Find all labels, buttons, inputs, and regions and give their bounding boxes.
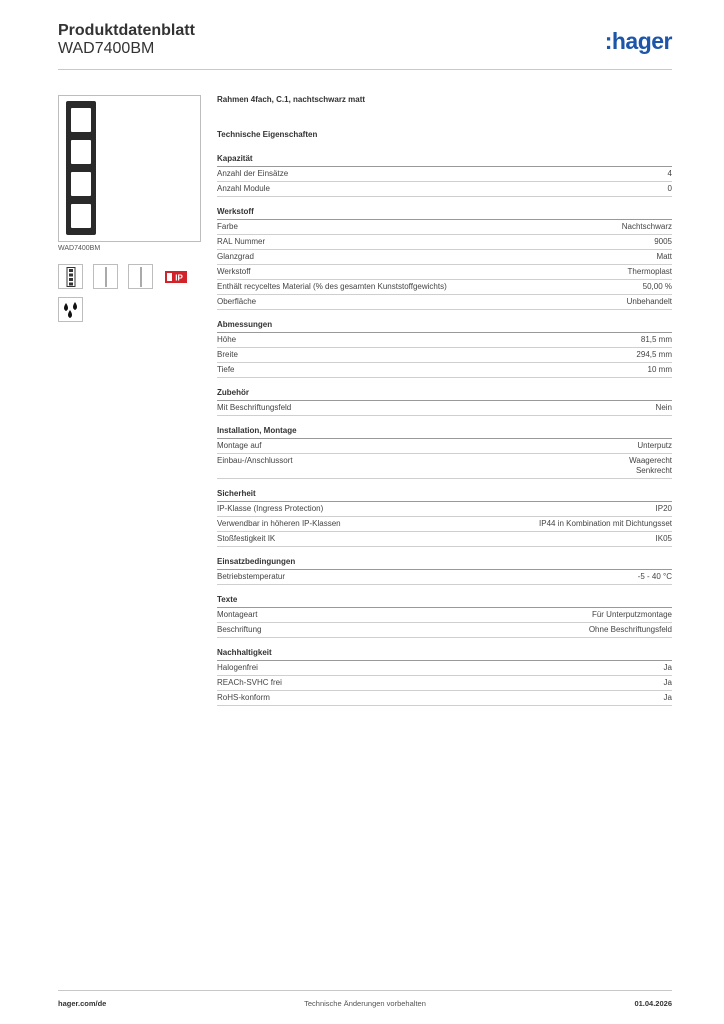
property-label: Anzahl der Einsätze	[217, 169, 289, 178]
property-row	[217, 676, 672, 691]
property-label: Enthält recyceltes Material (% des gesamten Kunststoffgewichts)	[217, 282, 447, 291]
page-header	[58, 22, 672, 70]
property-row	[217, 220, 672, 235]
property-value-line: Ohne Beschriftungsfeld	[588, 625, 672, 634]
property-label: Höhe	[217, 335, 237, 344]
property-label: Montageart	[217, 610, 258, 619]
property-value	[539, 519, 672, 529]
product-image-caption: WAD7400BM	[58, 245, 101, 252]
property-row	[217, 502, 672, 517]
footer-website-link[interactable]: hager.com/de	[58, 999, 107, 1008]
product-number: WAD7400BM	[58, 40, 155, 57]
property-row	[217, 623, 672, 638]
property-value-line: Ja	[663, 693, 672, 702]
property-row	[217, 691, 672, 706]
property-value-line: 9005	[654, 237, 672, 246]
property-label: Mit Beschriftungsfeld	[217, 403, 292, 412]
section-title: Abmessungen	[217, 320, 672, 333]
property-value	[592, 610, 672, 620]
property-value-line: Waagerecht	[629, 456, 672, 465]
property-value	[622, 222, 672, 232]
property-row	[217, 454, 672, 479]
property-label: Tiefe	[217, 365, 235, 374]
property-value	[664, 693, 672, 703]
property-value	[627, 297, 672, 307]
property-value-line: 81,5 mm	[640, 335, 672, 344]
property-value	[636, 350, 672, 360]
property-label: Einbau-/Anschlussort	[217, 456, 293, 465]
property-label: Oberfläche	[217, 297, 257, 306]
section-title: Werkstoff	[217, 207, 672, 220]
property-value-line: Senkrecht	[635, 466, 672, 475]
property-row	[217, 570, 672, 585]
property-value	[656, 534, 672, 544]
property-label: Anzahl Module	[217, 184, 270, 193]
property-label: RoHS-konform	[217, 693, 270, 702]
property-label: Glanzgrad	[217, 252, 254, 261]
technical-properties-title: Technische Eigenschaften	[217, 130, 318, 139]
frame-4fach-image	[66, 101, 96, 235]
section-title: Kapazität	[217, 154, 672, 167]
property-row	[217, 333, 672, 348]
property-label: Beschriftung	[217, 625, 262, 634]
page-footer	[58, 990, 672, 1012]
property-value-line: Matt	[656, 252, 672, 261]
property-value	[654, 237, 672, 247]
property-value-line: Ja	[663, 678, 672, 687]
property-label: RAL Nummer	[217, 237, 266, 246]
property-label: REACh-SVHC frei	[217, 678, 282, 687]
property-value	[656, 504, 672, 514]
svg-text:IP: IP	[174, 273, 183, 282]
property-label: Stoßfestigkeit IK	[217, 534, 276, 543]
property-label: Verwendbar in höheren IP-Klassen	[217, 519, 341, 528]
property-value-line: 50,00 %	[642, 282, 672, 291]
property-value	[668, 169, 672, 179]
frame-4fach-icon	[58, 264, 83, 289]
property-value	[664, 678, 672, 688]
property-value	[637, 441, 672, 451]
property-section	[217, 426, 672, 479]
property-row	[217, 250, 672, 265]
property-label: Breite	[217, 350, 238, 359]
vertical-line-icon	[93, 264, 118, 289]
property-value-line: Thermoplast	[627, 267, 672, 276]
property-section	[217, 320, 672, 378]
property-value-line: Unterputz	[637, 441, 672, 450]
property-value	[643, 282, 672, 292]
water-drops-icon	[58, 297, 83, 322]
feature-icons	[58, 264, 201, 289]
property-value-line: -5 - 40 °C	[637, 572, 672, 581]
property-row	[217, 295, 672, 310]
property-value	[641, 335, 672, 345]
product-description: Rahmen 4fach, C.1, nachtschwarz matt	[217, 95, 366, 104]
property-label: Montage auf	[217, 441, 262, 450]
property-value-line: Unbehandelt	[626, 297, 672, 306]
property-value	[638, 572, 672, 582]
property-value-line: 10 mm	[647, 365, 672, 374]
document-title: Produktdatenblatt	[58, 22, 195, 39]
vertical-line-icon	[128, 264, 153, 289]
property-value	[664, 663, 672, 673]
property-value-line: Nachtschwarz	[621, 222, 672, 231]
property-label: Betriebstemperatur	[217, 572, 286, 581]
section-title: Installation, Montage	[217, 426, 672, 439]
property-label: IP-Klasse (Ingress Protection)	[217, 504, 324, 513]
property-value	[656, 252, 672, 262]
property-value	[648, 365, 672, 375]
technical-data	[217, 95, 672, 706]
property-section	[217, 388, 672, 416]
property-value	[656, 403, 672, 413]
product-image	[58, 95, 201, 242]
property-value	[628, 267, 672, 277]
section-title: Zubehör	[217, 388, 672, 401]
property-row	[217, 265, 672, 280]
section-title: Nachhaltigkeit	[217, 648, 672, 661]
property-value-line: Nein	[655, 403, 672, 412]
property-row	[217, 348, 672, 363]
property-label: Farbe	[217, 222, 238, 231]
property-section	[217, 595, 672, 638]
property-row	[217, 517, 672, 532]
product-image-column	[58, 95, 201, 322]
property-value-line: Ja	[663, 663, 672, 672]
property-row	[217, 401, 672, 416]
property-label: Halogenfrei	[217, 663, 258, 672]
section-title: Einsatzbedingungen	[217, 557, 672, 570]
property-value-line: 4	[667, 169, 672, 178]
property-section	[217, 557, 672, 585]
property-value-line: IP44 in Kombination mit Dichtungsset	[539, 519, 672, 528]
property-value	[668, 184, 672, 194]
ip-badge-icon	[163, 264, 188, 289]
section-title: Texte	[217, 595, 672, 608]
property-sections	[217, 154, 672, 706]
footer-date: 01.04.2026	[634, 999, 672, 1008]
property-row	[217, 182, 672, 197]
property-value	[589, 625, 672, 635]
property-value	[629, 456, 672, 476]
property-section	[217, 207, 672, 310]
property-value-line: Für Unterputzmontage	[591, 610, 672, 619]
section-title: Sicherheit	[217, 489, 672, 502]
property-value-line: 294,5 mm	[636, 350, 672, 359]
property-value-line: 0	[667, 184, 672, 193]
property-value-line: IK05	[655, 534, 672, 543]
property-row	[217, 608, 672, 623]
property-row	[217, 235, 672, 250]
property-label: Werkstoff	[217, 267, 251, 276]
property-row	[217, 280, 672, 295]
property-row	[217, 532, 672, 547]
property-section	[217, 489, 672, 547]
property-row	[217, 363, 672, 378]
property-section	[217, 154, 672, 197]
hager-logo: :hager	[604, 28, 672, 54]
property-row	[217, 661, 672, 676]
property-value-line: IP20	[655, 504, 672, 513]
property-section	[217, 648, 672, 706]
property-row	[217, 439, 672, 454]
footer-disclaimer: Technische Änderungen vorbehalten	[304, 999, 426, 1008]
property-row	[217, 167, 672, 182]
